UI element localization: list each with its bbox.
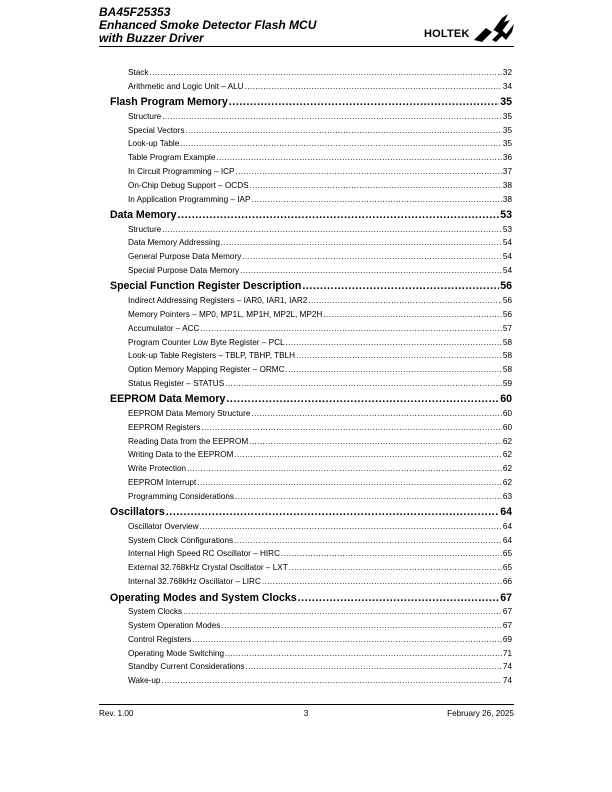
toc-entry[interactable] bbox=[110, 549, 512, 563]
toc-entry-page: 62 bbox=[502, 436, 512, 446]
toc-entry-page: 54 bbox=[502, 252, 512, 262]
toc-leader-dots bbox=[200, 522, 502, 531]
toc-entry[interactable] bbox=[110, 238, 512, 252]
toc-entry-page: 54 bbox=[502, 266, 512, 276]
toc-leader-dots bbox=[178, 209, 500, 221]
toc-entry[interactable] bbox=[110, 409, 512, 423]
toc-entry-page: 38 bbox=[502, 194, 512, 204]
toc-entry[interactable] bbox=[110, 68, 512, 82]
toc-leader-dots bbox=[225, 379, 502, 388]
toc-entry[interactable] bbox=[110, 181, 512, 195]
toc-leader-dots bbox=[161, 676, 501, 685]
toc-leader-dots bbox=[183, 607, 502, 616]
toc-entry[interactable] bbox=[110, 195, 512, 209]
toc-entry-page: 62 bbox=[502, 478, 512, 488]
toc-entry-label: Operating Mode Switching bbox=[128, 648, 225, 658]
toc-entry-page: 56 bbox=[502, 295, 512, 305]
toc-entry-page: 59 bbox=[502, 379, 512, 389]
toc-entry-label: Indirect Addressing Registers – IAR0, IAR1, IAR2 bbox=[128, 295, 308, 305]
toc-section-entry[interactable] bbox=[110, 280, 512, 296]
toc-entry[interactable] bbox=[110, 437, 512, 451]
toc-leader-dots bbox=[201, 423, 502, 432]
toc-leader-dots bbox=[192, 635, 502, 644]
toc-entry-page: 58 bbox=[502, 365, 512, 375]
toc-entry-label: System Clock Configurations bbox=[128, 535, 234, 545]
toc-entry-label: Write Protection bbox=[128, 464, 187, 474]
toc-entry-label: Structure bbox=[128, 111, 162, 121]
toc-leader-dots bbox=[235, 492, 502, 501]
toc-section-entry[interactable] bbox=[110, 393, 512, 409]
toc-entry[interactable] bbox=[110, 607, 512, 621]
toc-entry-page: 66 bbox=[502, 577, 512, 587]
toc-entry-page: 37 bbox=[502, 167, 512, 177]
toc-entry-page: 63 bbox=[502, 491, 512, 501]
toc-leader-dots bbox=[229, 96, 499, 108]
toc-leader-dots bbox=[251, 195, 501, 204]
toc-entry-label: Data Memory Addressing bbox=[128, 238, 220, 248]
toc-entry-page: 35 bbox=[502, 139, 512, 149]
toc-leader-dots bbox=[162, 225, 502, 234]
toc-entry-page: 64 bbox=[502, 521, 512, 531]
toc-entry-label: EEPROM Data Memory Structure bbox=[128, 408, 251, 418]
toc-leader-dots bbox=[200, 324, 501, 333]
toc-entry[interactable] bbox=[110, 252, 512, 266]
toc-entry[interactable] bbox=[110, 225, 512, 239]
toc-entry[interactable] bbox=[110, 563, 512, 577]
toc-entry-page: 34 bbox=[502, 81, 512, 91]
toc-entry-label: Look-up Table bbox=[128, 139, 180, 149]
toc-entry[interactable] bbox=[110, 450, 512, 464]
toc-entry[interactable] bbox=[110, 296, 512, 310]
toc-entry-label: Reading Data from the EEPROM bbox=[128, 436, 249, 446]
toc-leader-dots bbox=[289, 563, 502, 572]
toc-entry[interactable] bbox=[110, 536, 512, 550]
toc-entry-label: In Circuit Programming – ICP bbox=[128, 167, 235, 177]
toc-leader-dots bbox=[166, 506, 499, 518]
toc-section-entry[interactable] bbox=[110, 592, 512, 608]
toc-entry-page: 65 bbox=[502, 549, 512, 559]
toc-entry-label: Control Registers bbox=[128, 634, 192, 644]
toc-leader-dots bbox=[149, 68, 501, 77]
toc-entry-label: Table Program Example bbox=[128, 153, 216, 163]
toc-leader-dots bbox=[296, 351, 502, 360]
toc-entry[interactable] bbox=[110, 379, 512, 393]
toc-entry-label: Operating Modes and System Clocks bbox=[110, 591, 297, 604]
toc-leader-dots bbox=[180, 139, 502, 148]
toc-entry-page: 35 bbox=[500, 96, 512, 109]
toc-entry[interactable] bbox=[110, 635, 512, 649]
toc-entry-label: EEPROM Interrupt bbox=[128, 478, 197, 488]
toc-entry-label: Structure bbox=[128, 224, 162, 234]
toc-entry[interactable] bbox=[110, 492, 512, 506]
toc-entry-label: Oscillators bbox=[110, 506, 165, 519]
toc-entry-label: Internal 32.768kHz Oscillator – LIRC bbox=[128, 577, 261, 587]
footer-rule bbox=[99, 704, 514, 705]
doc-title-line-2: with Buzzer Driver bbox=[99, 31, 204, 45]
toc-entry-page: 69 bbox=[502, 634, 512, 644]
toc-entry-page: 64 bbox=[502, 535, 512, 545]
toc-entry-label: Look-up Table Registers – TBLP, TBHP, TBLH bbox=[128, 351, 296, 361]
toc-entry-label: General Purpose Data Memory bbox=[128, 252, 242, 262]
header-rule bbox=[99, 46, 514, 47]
toc-entry-page: 36 bbox=[502, 153, 512, 163]
toc-leader-dots bbox=[286, 338, 502, 347]
toc-entry[interactable] bbox=[110, 153, 512, 167]
toc-entry-label: Special Purpose Data Memory bbox=[128, 266, 240, 276]
toc-leader-dots bbox=[242, 252, 502, 261]
toc-leader-dots bbox=[185, 126, 501, 135]
footer-date: February 26, 2025 bbox=[447, 709, 514, 718]
toc-leader-dots bbox=[162, 112, 502, 121]
toc-entry-page: 67 bbox=[502, 620, 512, 630]
toc-entry-label: Data Memory bbox=[110, 209, 177, 222]
toc-entry-label: Program Counter Low Byte Register – PCL bbox=[128, 337, 285, 347]
toc-leader-dots bbox=[308, 296, 502, 305]
toc-entry[interactable] bbox=[110, 464, 512, 478]
toc-entry-page: 58 bbox=[502, 337, 512, 347]
toc-section-entry[interactable] bbox=[110, 209, 512, 225]
toc-entry-page: 71 bbox=[502, 648, 512, 658]
toc-leader-dots bbox=[246, 662, 502, 671]
toc-leader-dots bbox=[251, 409, 502, 418]
toc-entry[interactable] bbox=[110, 126, 512, 140]
logo-text: HOLTEK bbox=[424, 28, 470, 40]
toc-entry[interactable] bbox=[110, 649, 512, 663]
toc-entry-label: In Application Programming – IAP bbox=[128, 194, 251, 204]
toc-leader-dots bbox=[235, 167, 501, 176]
toc-leader-dots bbox=[225, 649, 502, 658]
toc-entry-page: 67 bbox=[500, 591, 512, 604]
toc-entry-page: 53 bbox=[500, 209, 512, 222]
toc-entry[interactable] bbox=[110, 112, 512, 126]
toc-entry-page: 74 bbox=[502, 676, 512, 686]
toc-entry[interactable] bbox=[110, 621, 512, 635]
toc-leader-dots bbox=[245, 82, 502, 91]
toc-leader-dots bbox=[234, 450, 501, 459]
toc-leader-dots bbox=[226, 393, 499, 405]
toc-entry-page: 60 bbox=[502, 422, 512, 432]
table-of-contents bbox=[110, 68, 512, 690]
toc-entry-label: Internal High Speed RC Oscillator – HIRC bbox=[128, 549, 280, 559]
toc-entry[interactable] bbox=[110, 423, 512, 437]
toc-leader-dots bbox=[323, 310, 502, 319]
toc-entry-page: 35 bbox=[502, 111, 512, 121]
toc-entry-label: System Clocks bbox=[128, 607, 183, 616]
toc-entry-page: 60 bbox=[502, 408, 512, 418]
toc-leader-dots bbox=[298, 592, 500, 604]
toc-entry-page: 35 bbox=[502, 125, 512, 135]
toc-entry-label: Option Memory Mapping Register – ORMC bbox=[128, 365, 285, 375]
toc-section-entry[interactable] bbox=[110, 96, 512, 112]
toc-entry[interactable] bbox=[110, 310, 512, 324]
toc-entry-page: 64 bbox=[500, 506, 512, 519]
toc-entry[interactable] bbox=[110, 139, 512, 153]
toc-entry-label: Status Register – STATUS bbox=[128, 379, 225, 389]
footer-page-number: 3 bbox=[303, 709, 309, 718]
toc-leader-dots bbox=[281, 549, 502, 558]
toc-entry-label: Flash Program Memory bbox=[110, 96, 228, 109]
toc-entry-page: 38 bbox=[502, 180, 512, 190]
toc-entry-label: EEPROM Registers bbox=[128, 422, 201, 432]
toc-leader-dots bbox=[240, 266, 502, 275]
toc-entry[interactable] bbox=[110, 82, 512, 96]
holtek-logo bbox=[424, 12, 516, 44]
toc-entry-page: 56 bbox=[500, 280, 512, 293]
toc-entry-page: 62 bbox=[502, 464, 512, 474]
toc-leader-dots bbox=[216, 153, 502, 162]
toc-entry-page: 54 bbox=[502, 238, 512, 248]
toc-entry[interactable] bbox=[110, 676, 512, 690]
toc-entry-page: 56 bbox=[502, 309, 512, 319]
toc-entry-label: External 32.768kHz Crystal Oscillator – LXT bbox=[128, 563, 288, 573]
doc-title-line-1: Enhanced Smoke Detector Flash MCU bbox=[99, 18, 317, 32]
toc-entry-page: 74 bbox=[502, 662, 512, 672]
toc-entry-label: Programming Considerations bbox=[128, 491, 235, 501]
toc-entry-page: 60 bbox=[500, 393, 512, 406]
toc-entry-page: 58 bbox=[502, 351, 512, 361]
toc-entry-page: 53 bbox=[502, 224, 512, 234]
toc-leader-dots bbox=[234, 536, 502, 545]
toc-leader-dots bbox=[221, 238, 502, 247]
toc-entry[interactable] bbox=[110, 167, 512, 181]
toc-entry-label: System Operation Modes bbox=[128, 620, 221, 630]
footer-revision: Rev. 1.00 bbox=[99, 709, 134, 718]
toc-entry[interactable] bbox=[110, 324, 512, 338]
toc-entry-label: EEPROM Data Memory bbox=[110, 393, 226, 406]
toc-entry-label: Wake-up bbox=[128, 676, 161, 686]
toc-leader-dots bbox=[262, 577, 502, 586]
toc-entry-label: Accumulator – ACC bbox=[128, 323, 200, 333]
toc-leader-dots bbox=[187, 464, 502, 473]
toc-entry[interactable] bbox=[110, 522, 512, 536]
toc-entry[interactable] bbox=[110, 266, 512, 280]
toc-entry[interactable] bbox=[110, 662, 512, 676]
toc-entry[interactable] bbox=[110, 365, 512, 379]
toc-entry[interactable] bbox=[110, 577, 512, 591]
toc-entry-page: 67 bbox=[502, 607, 512, 616]
toc-entry-label: Memory Pointers – MP0, MP1L, MP1H, MP2L, MP2H bbox=[128, 309, 323, 319]
toc-entry-label: Arithmetic and Logic Unit – ALU bbox=[128, 81, 244, 91]
doc-part-number: BA45F25353 bbox=[99, 5, 171, 19]
toc-entry[interactable] bbox=[110, 478, 512, 492]
holtek-logo-mark-icon bbox=[472, 12, 516, 44]
toc-entry-label: Standby Current Considerations bbox=[128, 662, 245, 672]
toc-entry-page: 32 bbox=[502, 68, 512, 77]
toc-entry-label: Special Function Register Description bbox=[110, 280, 302, 293]
toc-entry-page: 65 bbox=[502, 563, 512, 573]
toc-entry[interactable] bbox=[110, 338, 512, 352]
toc-leader-dots bbox=[197, 478, 502, 487]
toc-section-entry[interactable] bbox=[110, 506, 512, 522]
toc-leader-dots bbox=[249, 437, 502, 446]
toc-entry[interactable] bbox=[110, 351, 512, 365]
toc-entry-page: 57 bbox=[502, 323, 512, 333]
toc-entry-label: On-Chip Debug Support – OCDS bbox=[128, 180, 249, 190]
toc-leader-dots bbox=[286, 365, 502, 374]
toc-leader-dots bbox=[250, 181, 502, 190]
toc-entry-label: Stack bbox=[128, 68, 149, 77]
toc-entry-label: Writing Data to the EEPROM bbox=[128, 450, 234, 460]
toc-leader-dots bbox=[302, 280, 499, 292]
toc-entry-page: 62 bbox=[502, 450, 512, 460]
toc-entry-label: Oscillator Overview bbox=[128, 521, 199, 531]
toc-leader-dots bbox=[221, 621, 502, 630]
toc-entry-label: Special Vectors bbox=[128, 125, 185, 135]
